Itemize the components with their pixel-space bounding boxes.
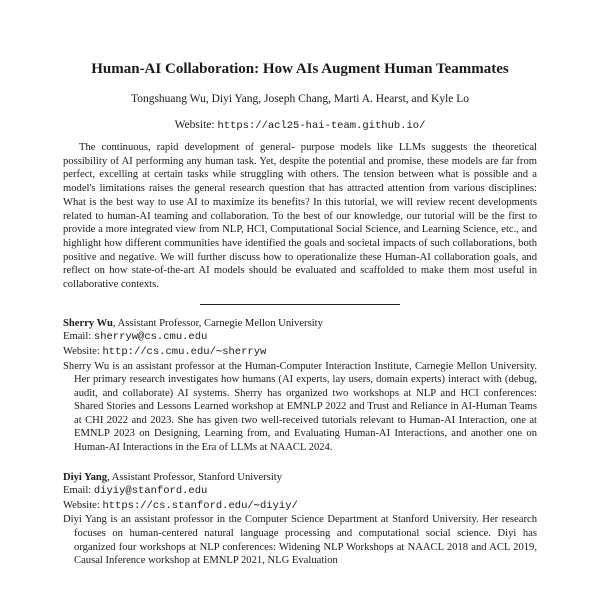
website-line: [63, 118, 537, 133]
paper-title: Human-AI Collaboration: How AIs Augment Human Teammates: [91, 61, 509, 77]
email-label: Email:: [63, 331, 94, 343]
bio-header: [63, 471, 537, 485]
bio-name: Diyi Yang: [63, 471, 108, 483]
bio-website-line: [63, 345, 537, 360]
section-divider: [200, 304, 400, 305]
bio-text: Diyi Yang is an assistant professor in the Computer Science Department at Stanford University. Her research focuses on human-centered natural language processing and computational social science. Diyi has organized four workshops at NLP conferences: Widening NLP Workshops at NAACL 2018 and ACL 2019, Causal Inference workshop at EMNLP 2021, NLG Evaluation: [63, 514, 537, 567]
bio-affiliation: , Assistant Professor, Carnegie Mellon University: [112, 317, 323, 329]
bio-text: Sherry Wu is an assistant professor at the Human-Computer Interaction Institute, Carnegie Mellon University. Her primary research investigates how humans (AI experts, lay users, domain experts) interact with (debug, audit, and collaborate) AI systems. Sherry has organized two workshops at NLP and HCI conferences: Shared Stories and Lessons Learned workshop at EMNLP 2022 and Trust and Reliance in AI-Human Teams at CHI 2022 and 2023. She has given two well-received tutorials relevant to Human-AI Interaction, one at EMNLP 2023 on Designing, Learning from, and Evaluating Human-AI Interactions, and another one on Human-AI Interactions in the Era of LLMs at NAACL 2024.: [63, 360, 537, 454]
bio-website[interactable]: https://cs.stanford.edu/∼diyiy/: [102, 499, 298, 512]
bio-email[interactable]: sherryw@cs.cmu.edu: [93, 331, 208, 344]
bio-header: [63, 317, 537, 331]
bio-email-line: [63, 484, 537, 499]
paper-page: [63, 60, 537, 568]
website-url[interactable]: https://acl25-hai-team.github.io/: [217, 120, 426, 132]
bio-website[interactable]: http://cs.cmu.edu/∼sherryw: [102, 345, 267, 358]
bio-email[interactable]: diyiy@stanford.edu: [93, 485, 208, 498]
email-label: Email:: [63, 485, 94, 497]
bio-website-line: [63, 499, 537, 514]
author-list: Tongshuang Wu, Diyi Yang, Joseph Chang, Marti A. Hearst, and Kyle Lo: [130, 93, 470, 105]
bio-diyi-yang: [63, 471, 537, 568]
bio-email-line: [63, 330, 537, 345]
bio-sherry-wu: [63, 317, 537, 455]
website-label: Website:: [174, 119, 218, 131]
bio-name: Sherry Wu: [63, 317, 113, 329]
website-label: Website:: [63, 345, 103, 357]
website-label: Website:: [63, 499, 103, 511]
bio-affiliation: , Assistant Professor, Stanford University: [107, 471, 283, 483]
abstract: The continuous, rapid development of general- purpose models like LLMs suggests the theoretical possibility of AI performing any human task. Yet, despite the potential and promise, these models are far from perfect, excelling at certain tasks while struggling with others. The tension between what is possible and a model's limitations raises the general research question that has attracted attention from various disciplines: What is the best way to use AI to maximize its benefits? In this tutorial, we will review recent developments related to human-AI teaming and collaboration. To the best of our knowledge, our tutorial will be the first to provide a more integrated view from NLP, HCI, Computational Social Science, and Learning Science, etc., and highlight how different communities have identified the goals and societal impacts of such collaborations, both positive and negative. We will further discuss how to operationalize these Human-AI collaboration goals, and reflect on how state-of-the-art AI models should be evaluated and scaffolded to make them most useful in collaborative contexts.: [63, 142, 537, 291]
